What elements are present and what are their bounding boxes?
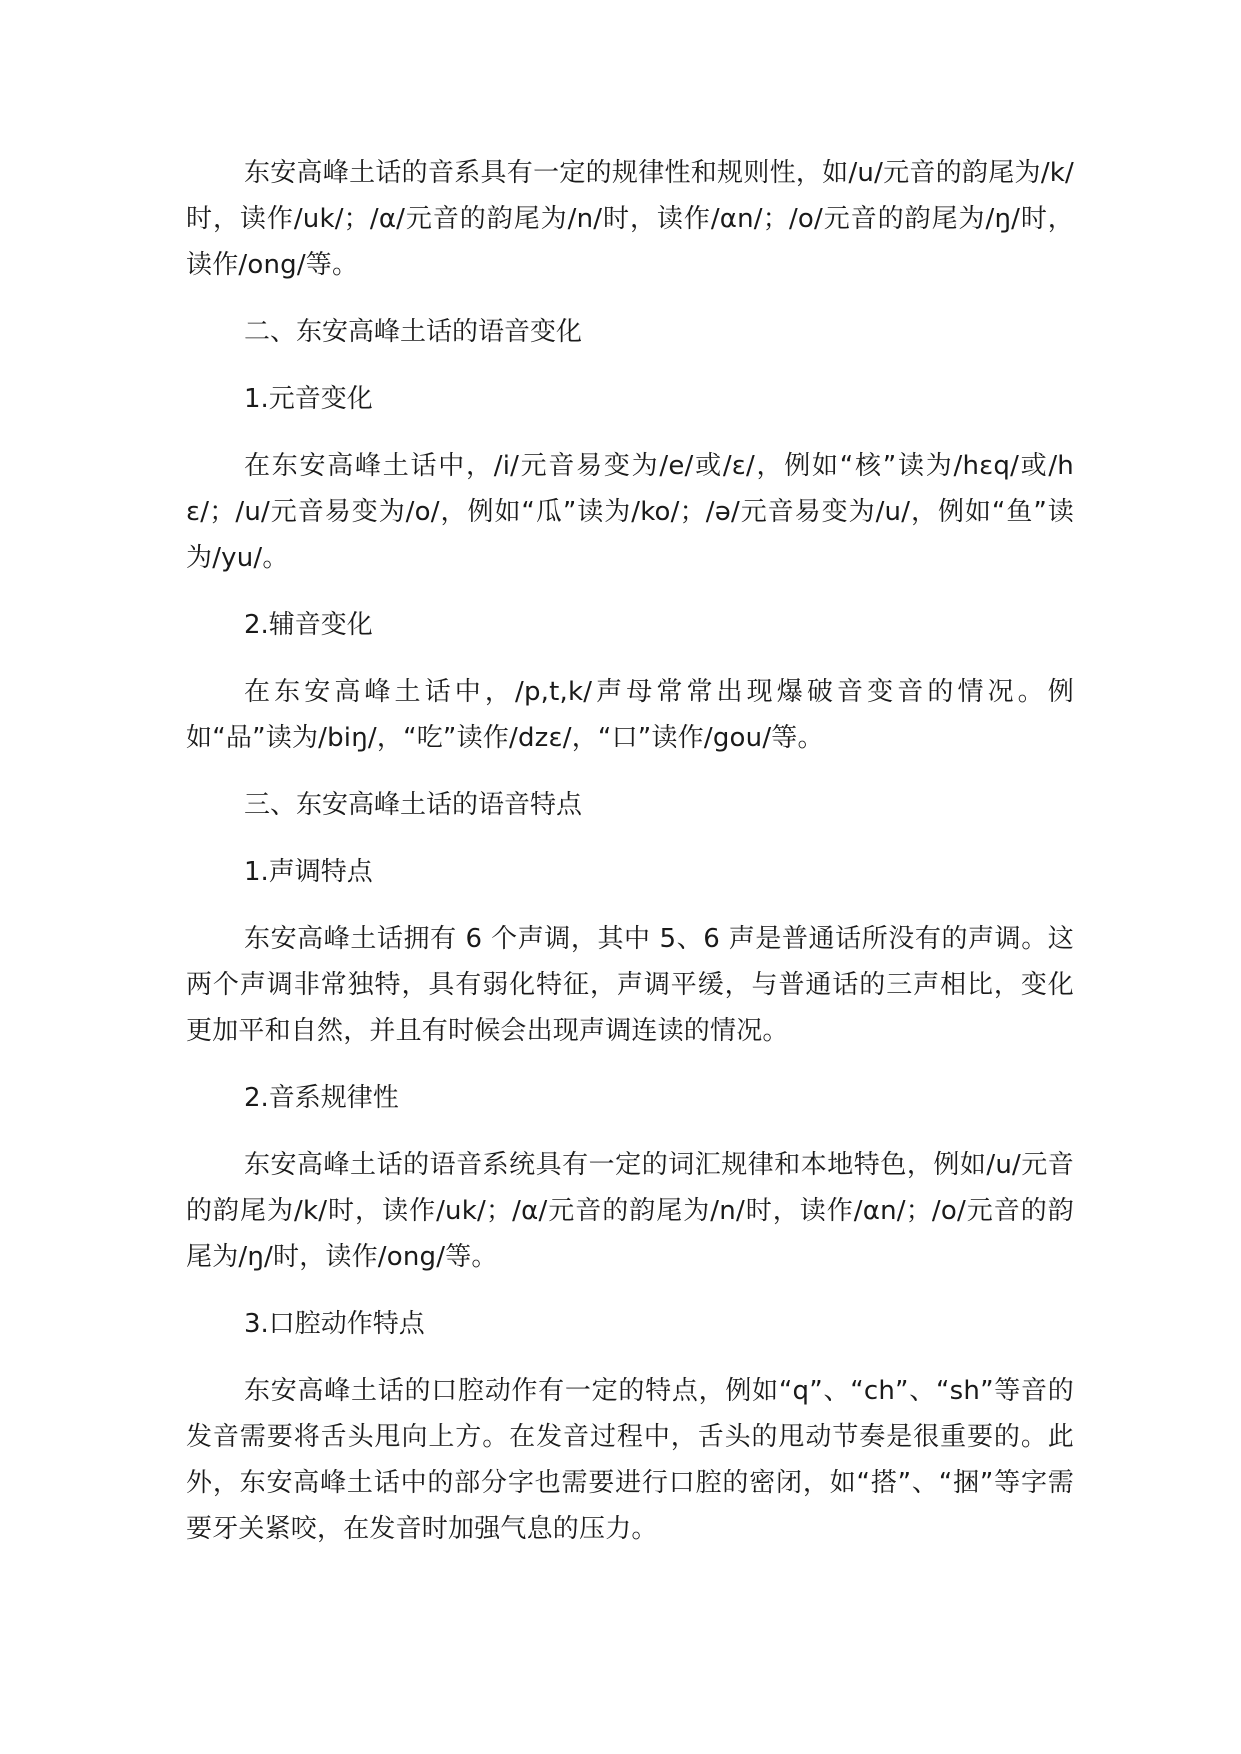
subheading-phonology-regularity: 2.音系规律性 (244, 1083, 399, 1113)
paragraph-tone-features: 东安高峰土话拥有 6 个声调，其中 5、6 声是普通话所没有的声调。这两个声调非常独特，具有弱化特征，声调平缓，与普通话的三声相比，变化更加平和自然，并且有时候会出现声调连读的情况。 (186, 924, 1074, 1046)
subheading-oral-movement: 3.口腔动作特点 (244, 1309, 425, 1339)
paragraph-phonology-regularity: 东安高峰土话的音系具有一定的规律性和规则性，如/u/元音的韵尾为/k/时，读作/uk/；/α/元音的韵尾为/n/时，读作/αn/；/o/元音的韵尾为/ŋ/时，读作/ong/等。 (186, 158, 1074, 280)
subheading-tone-features: 1.声调特点 (244, 857, 373, 887)
document-body (186, 150, 1074, 1573)
subheading-consonant-changes: 2.辅音变化 (244, 610, 373, 640)
section-heading-phonetic-changes: 二、东安高峰土话的语音变化 (244, 317, 583, 347)
paragraph-consonant-changes: 在东安高峰土话中，/p,t,k/声母常常出现爆破音变音的情况。例如“品”读为/biŋ/，“吃”读作/dzɛ/，“口”读作/gou/等。 (186, 677, 1074, 753)
paragraph-vowel-changes: 在东安高峰土话中，/i/元音易变为/e/或/ɛ/，例如“核”读为/hɛq/或/hɛ/；/u/元音易变为/o/，例如“瓜”读为/ko/；/ə/元音易变为/u/，例如“鱼”读为/yu/。 (186, 451, 1074, 573)
subheading-vowel-changes: 1.元音变化 (244, 384, 373, 414)
paragraph-phonology-system: 东安高峰土话的语音系统具有一定的词汇规律和本地特色，例如/u/元音的韵尾为/k/时，读作/uk/；/α/元音的韵尾为/n/时，读作/αn/；/o/元音的韵尾为/ŋ/时，读作/ong/等。 (186, 1150, 1074, 1272)
section-heading-phonetic-features: 三、东安高峰土话的语音特点 (244, 790, 583, 820)
paragraph-oral-movement: 东安高峰土话的口腔动作有一定的特点，例如“q”、“ch”、“sh”等音的发音需要将舌头甩向上方。在发音过程中，舌头的甩动节奏是很重要的。此外，东安高峰土话中的部分字也需要进行口腔的密闭，如“搭”、“捆”等字需要牙关紧咬，在发音时加强气息的压力。 (186, 1376, 1074, 1544)
